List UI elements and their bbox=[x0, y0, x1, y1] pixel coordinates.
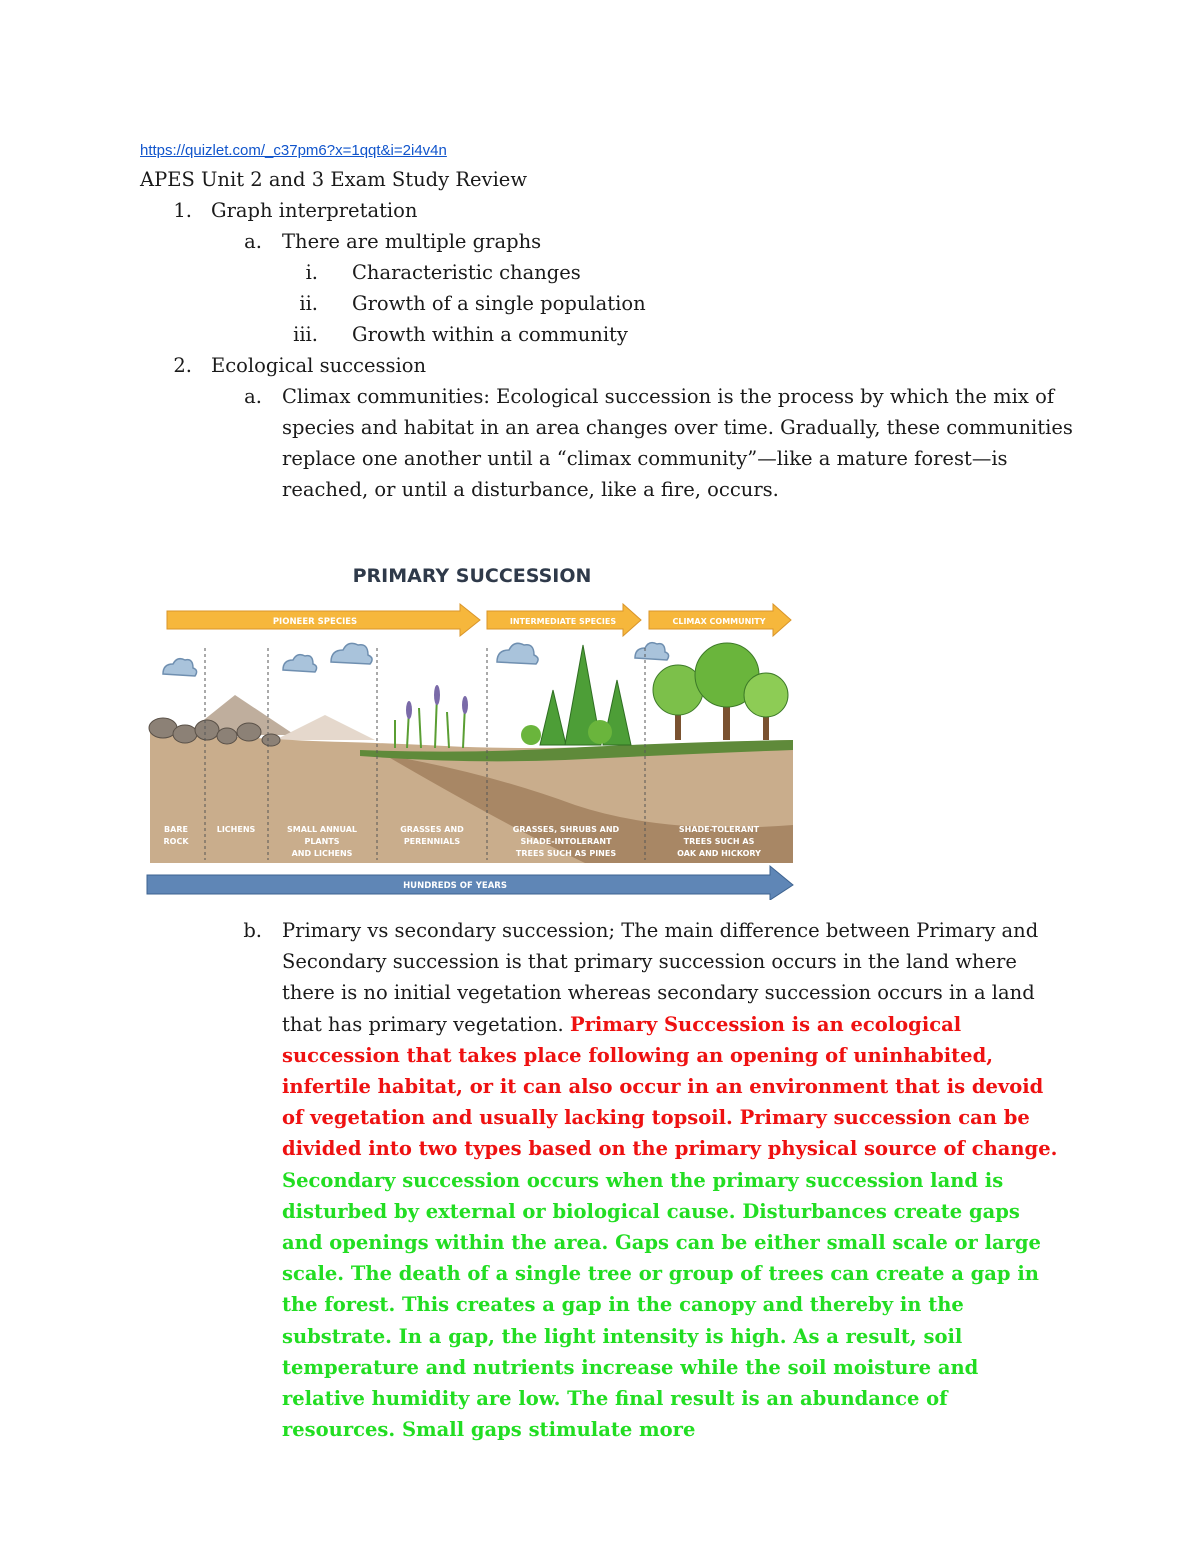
stage-label: GRASSES, SHRUBS AND bbox=[512, 825, 620, 834]
stage-label: BARE bbox=[164, 825, 188, 834]
item-2a-line: reached, or until a disturbance, like a fire, occurs. bbox=[282, 478, 779, 501]
mountain-shape bbox=[275, 715, 375, 740]
pioneer-species-label: PIONEER SPECIES bbox=[272, 617, 358, 627]
stage-label: OAK AND HICKORY bbox=[677, 849, 761, 858]
document-title: APES Unit 2 and 3 Exam Study Review bbox=[140, 168, 528, 191]
pioneer-species-arrow bbox=[167, 604, 480, 636]
stage-label: SMALL ANNUAL bbox=[286, 825, 358, 834]
cloud-icon bbox=[497, 643, 538, 664]
shrub-shape bbox=[588, 720, 612, 744]
item-2b-paragraph bbox=[282, 915, 1062, 1445]
primary-succession-definition: Primary Succession is an ecological succession that takes place following an opening of uninhabited, infertile habitat, or it can also occur in an environment that is devoid of vegetation and usually lacking topsoil. Primary succession can be divided into two types based on the primary physical source of change. bbox=[282, 1012, 1058, 1161]
stage-label: SHADE-INTOLERANT bbox=[520, 837, 612, 846]
stage-label: TREES SUCH AS PINES bbox=[515, 849, 617, 858]
primary-succession-figure bbox=[145, 550, 800, 900]
hundreds-of-years-arrow bbox=[147, 866, 793, 900]
rock-shape bbox=[262, 734, 280, 746]
item-2-text: Ecological succession bbox=[211, 354, 427, 377]
item-1a-marker: a. bbox=[244, 230, 262, 253]
stage-label: LICHENS bbox=[216, 825, 256, 834]
flower-spike bbox=[462, 696, 468, 714]
item-2a-marker: a. bbox=[244, 385, 262, 408]
item-1aii-marker: ii. bbox=[299, 292, 318, 315]
stage-label: TREES SUCH AS bbox=[683, 837, 755, 846]
flower-spike bbox=[434, 685, 440, 705]
item-2b-marker: b. bbox=[243, 919, 262, 942]
stage-label: PLANTS bbox=[304, 837, 340, 846]
rock-shape bbox=[195, 720, 219, 740]
flower-spike bbox=[406, 701, 412, 719]
stage-label: PERENNIALS bbox=[403, 837, 461, 846]
intermediate-species-arrow bbox=[487, 604, 641, 636]
figure-title: PRIMARY SUCCESSION bbox=[352, 565, 592, 587]
stage-label: ROCK bbox=[163, 837, 189, 846]
item-1aii-text: Growth of a single population bbox=[352, 292, 646, 315]
item-1aiii-text: Growth within a community bbox=[352, 323, 628, 346]
cloud-icon bbox=[331, 643, 372, 664]
cloud-icon bbox=[635, 643, 669, 660]
item-2-marker: 2. bbox=[173, 354, 192, 377]
primary-succession-diagram bbox=[145, 550, 800, 900]
shrub-shape bbox=[521, 725, 541, 745]
pine-tree-shape bbox=[540, 690, 566, 745]
stage-label: SHADE-TOLERANT bbox=[678, 825, 760, 834]
secondary-succession-definition: Secondary succession occurs when the primary succession land is disturbed by external or biological cause. Disturbances create gaps and openings within the area. Gaps can be either small scale or large scale. The death of a single tree or group of trees can create a gap in the forest. This creates a gap in the canopy and thereby in the substrate. In a gap, the light intensity is high. As a result, soil temperature and nutrients increase while the soil moisture and relative humidity are low. The final result is an abundance of resources. Small gaps stimulate more bbox=[282, 1168, 1041, 1442]
rock-shape bbox=[217, 728, 237, 744]
rock-shape bbox=[237, 723, 261, 741]
climax-community-arrow bbox=[649, 604, 791, 636]
oak-tree-crown bbox=[744, 673, 788, 717]
item-2b-plain-text: Primary vs secondary succession; The main difference between Primary and Secondary succession is that primary succession occurs in the land where there is no initial vegetation whereas secondary succession occurs in a land that has primary vegetation. bbox=[282, 919, 1039, 1036]
rock-shape bbox=[173, 725, 197, 743]
item-2a-line: Climax communities: Ecological succession is the process by which the mix of bbox=[282, 385, 1055, 408]
grass-blade bbox=[447, 712, 449, 748]
item-1a-text: There are multiple graphs bbox=[282, 230, 542, 253]
cloud-icon bbox=[163, 659, 197, 676]
item-1-marker: 1. bbox=[173, 199, 192, 222]
item-2a-line: species and habitat in an area changes over time. Gradually, these communities bbox=[282, 416, 1073, 439]
intermediate-species-label: INTERMEDIATE SPECIES bbox=[509, 617, 617, 626]
grass-blade bbox=[419, 708, 421, 748]
climax-community-label: CLIMAX COMMUNITY bbox=[672, 617, 766, 626]
stage-label: GRASSES AND bbox=[400, 825, 464, 834]
item-1-text: Graph interpretation bbox=[211, 199, 418, 222]
item-2a-line: replace one another until a “climax community”—like a mature forest—is bbox=[282, 447, 1008, 470]
cloud-icon bbox=[283, 655, 317, 672]
item-1aiii-marker: iii. bbox=[293, 323, 318, 346]
stage-label: AND LICHENS bbox=[291, 849, 353, 858]
quizlet-link[interactable]: https://quizlet.com/_c37pm6?x=1qqt&i=2i4v4n bbox=[140, 142, 447, 159]
hundreds-of-years-label: HUNDREDS OF YEARS bbox=[403, 881, 507, 891]
item-1ai-text: Characteristic changes bbox=[352, 261, 581, 284]
item-1ai-marker: i. bbox=[305, 261, 318, 284]
